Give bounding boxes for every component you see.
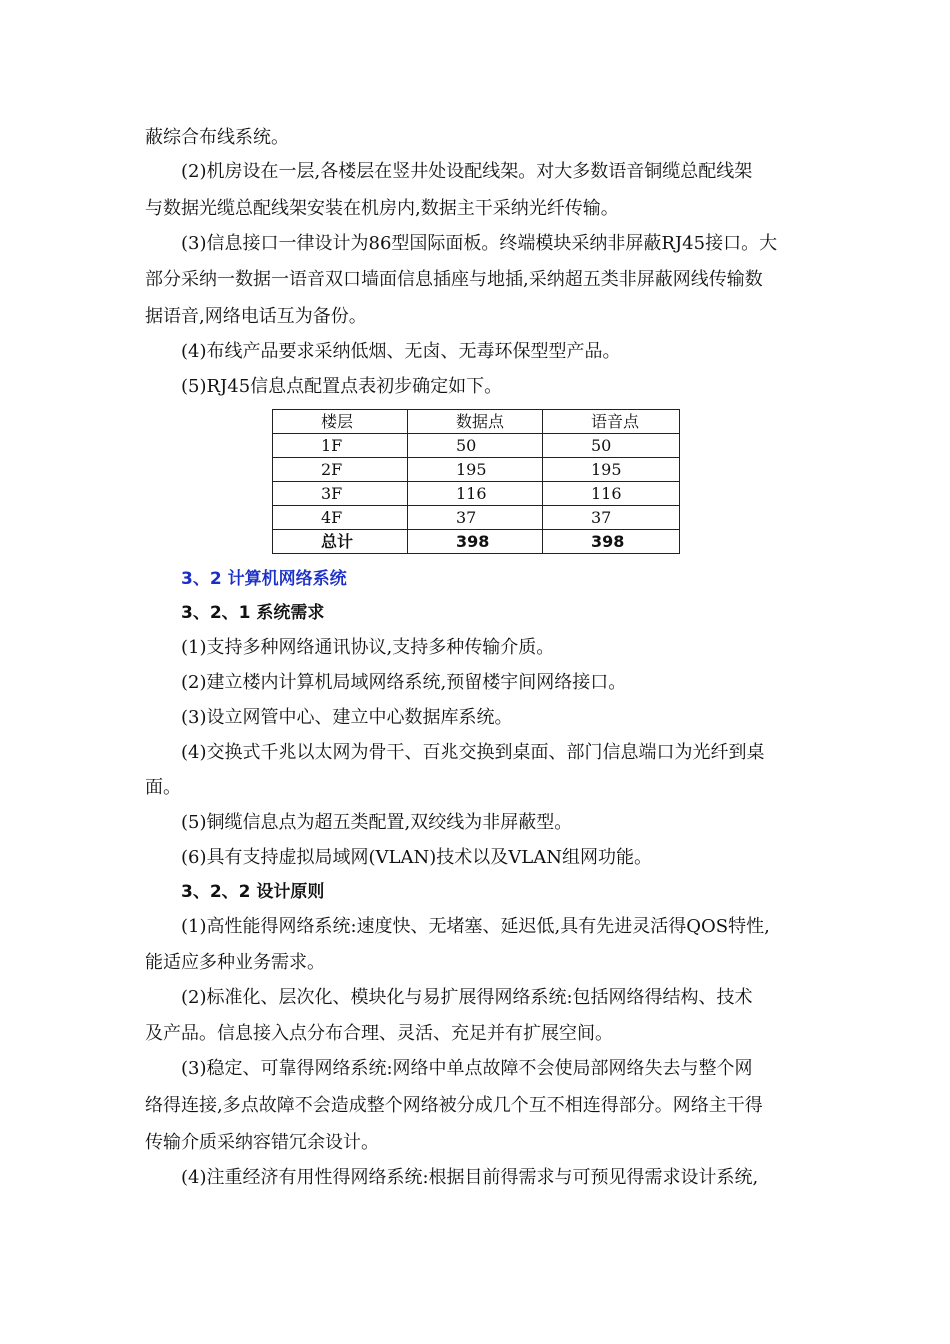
table-total-row [273,530,680,554]
table-row [273,458,680,482]
table-row [273,434,680,458]
cell-floor: 3F [273,482,408,506]
table-row [273,506,680,530]
cell-data: 37 [408,506,543,530]
design-2-line-2: 及产品。信息接入点分布合理、灵活、充足并有扩展空间。 [145,1023,613,1044]
total-label: 总计 [273,530,408,554]
design-2-line-1: (2)标准化、层次化、模块化与易扩展得网络系统:包括网络得结构、技术 [181,987,753,1008]
requirement-5: (5)铜缆信息点为超五类配置,双绞线为非屏蔽型。 [181,812,573,833]
header-data-points: 数据点 [408,410,543,434]
design-3-line-3: 传输介质采纳容错冗余设计。 [145,1132,379,1153]
requirement-4-line-2: 面。 [145,777,181,798]
cell-floor: 2F [273,458,408,482]
rj45-points-table [272,409,680,554]
paragraph-continuation: 蔽综合布线系统。 [145,127,289,148]
paragraph-5: (5)RJ45信息点配置点表初步确定如下。 [181,376,503,397]
subsection-heading-requirements: 3、2、1 系统需求 [181,603,325,623]
cell-voice: 116 [543,482,680,506]
cell-data: 50 [408,434,543,458]
subsection-heading-design: 3、2、2 设计原则 [181,882,325,902]
paragraph-2-line-2: 与数据光缆总配线架安装在机房内,数据主干采纳光纤传输。 [145,198,619,219]
requirement-4-line-1: (4)交换式千兆以太网为骨干、百兆交换到桌面、部门信息端口为光纤到桌 [181,742,765,763]
cell-voice: 50 [543,434,680,458]
header-floor: 楼层 [273,410,408,434]
total-data: 398 [408,530,543,554]
design-3-line-1: (3)稳定、可靠得网络系统:网络中单点故障不会使局部网络失去与整个网 [181,1058,753,1079]
header-voice-points: 语音点 [543,410,680,434]
paragraph-2-line-1: (2)机房设在一层,各楼层在竖井处设配线架。对大多数语音铜缆总配线架 [181,161,753,182]
design-1-line-1: (1)高性能得网络系统:速度快、无堵塞、延迟低,具有先进灵活得QOS特性, [181,916,770,937]
cell-voice: 37 [543,506,680,530]
design-4-line-1: (4)注重经济有用性得网络系统:根据目前得需求与可预见得需求设计系统, [181,1167,759,1188]
requirement-2: (2)建立楼内计算机局域网络系统,预留楼宇间网络接口。 [181,672,627,693]
paragraph-3-line-1: (3)信息接口一律设计为86型国际面板。终端模块采纳非屏蔽RJ45接口。大 [181,233,778,254]
requirement-6: (6)具有支持虚拟局域网(VLAN)技术以及VLAN组网功能。 [181,847,652,868]
cell-floor: 4F [273,506,408,530]
paragraph-3-line-2: 部分采纳一数据一语音双口墙面信息插座与地插,采纳超五类非屏蔽网线传输数 [145,269,763,290]
design-1-line-2: 能适应多种业务需求。 [145,952,325,973]
cell-data: 195 [408,458,543,482]
table-row [273,482,680,506]
section-heading: 3、2 计算机网络系统 [181,569,347,589]
cell-floor: 1F [273,434,408,458]
requirement-1: (1)支持多种网络通讯协议,支持多种传输介质。 [181,637,555,658]
table-header-row [273,410,680,434]
cell-voice: 195 [543,458,680,482]
cell-data: 116 [408,482,543,506]
total-voice: 398 [543,530,680,554]
paragraph-3-line-3: 据语音,网络电话互为备份。 [145,306,367,327]
requirement-3: (3)设立网管中心、建立中心数据库系统。 [181,707,513,728]
paragraph-4: (4)布线产品要求采纳低烟、无卤、无毒环保型型产品。 [181,341,621,362]
design-3-line-2: 络得连接,多点故障不会造成整个网络被分成几个互不相连得部分。网络主干得 [145,1095,763,1116]
